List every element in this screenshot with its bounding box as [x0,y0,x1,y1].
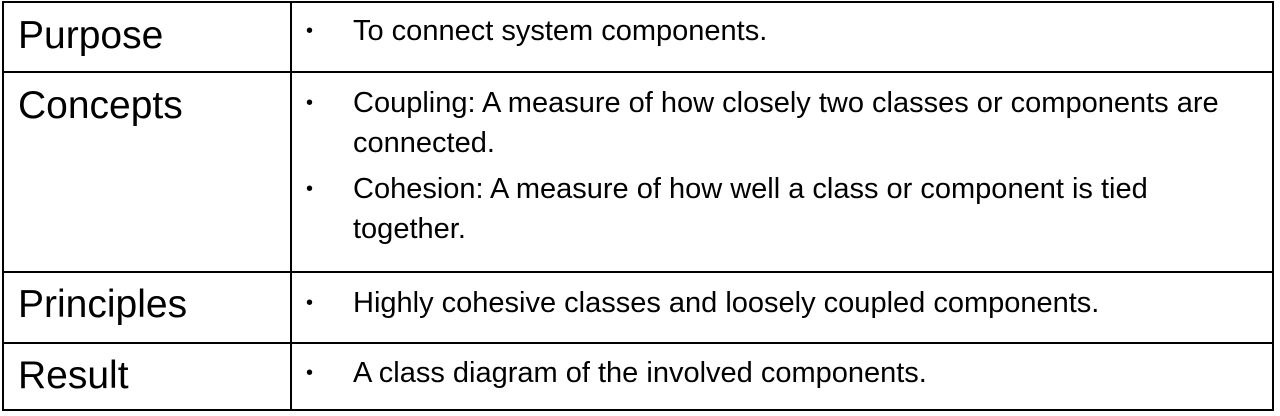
bullet-text: To connect system components. [353,15,768,47]
summary-table [2,1,1274,411]
row-label-concepts: Concepts [4,73,292,271]
bullet-icon: • [306,92,314,114]
bullet-item [292,283,1272,323]
row-content-principles [292,273,1272,342]
row-label-principles: Principles [4,273,292,342]
row-label-result: Result [4,344,292,411]
row-content-purpose [292,3,1272,71]
bullet-item [292,169,1272,249]
bullet-text: A class diagram of the involved components. [353,357,927,389]
table-row-result [4,344,1272,411]
row-content-concepts [292,73,1272,271]
bullet-icon: • [306,178,314,200]
bullet-icon: • [306,292,314,314]
bullet-icon: • [306,362,314,384]
bullet-item [292,353,1272,393]
bullet-text: Cohesion: A measure of how well a class or component is tied together. [353,173,1148,245]
row-label-purpose: Purpose [4,3,292,71]
bullet-text: Coupling: A measure of how closely two classes or components are connected. [353,87,1219,159]
table-row-principles [4,273,1272,344]
bullet-item [292,11,1272,51]
table-row-concepts [4,73,1272,273]
bullet-text: Highly cohesive classes and loosely coupled components. [353,287,1100,319]
table-row-purpose [4,3,1272,73]
bullet-icon: • [306,20,314,42]
row-content-result [292,344,1272,411]
bullet-item [292,83,1272,163]
